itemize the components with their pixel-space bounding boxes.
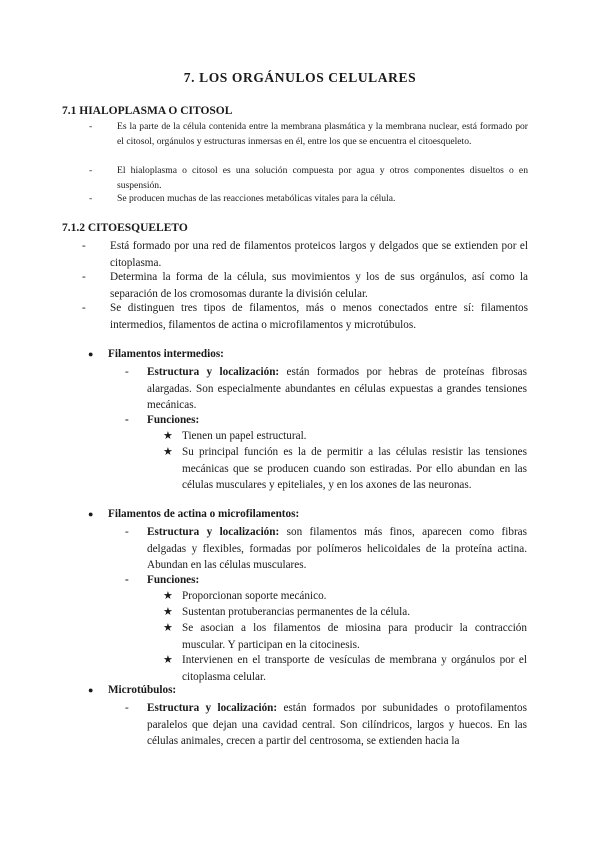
structure-paragraph: [147, 700, 527, 750]
list-item: - Determina la forma de la célula, sus movimientos y los de sus orgánulos, así como la separación de los cromosomas durante la división celular.: [110, 269, 528, 302]
bullet-filamentos-actina: ● Filamentos de actina o microfilamentos:: [108, 508, 299, 520]
list-item: - Se producen muchas de las reacciones metabólicas vitales para la célula.: [117, 192, 528, 207]
function-item: ★ Proporcionan soporte mecánico.: [182, 588, 527, 605]
function-item: ★ Sustentan protuberancias permanentes de la célula.: [182, 604, 527, 621]
functions-label: - Funciones:: [147, 572, 527, 589]
structure-paragraph: [147, 524, 527, 574]
section-heading-hialoplasma: 7.1 HIALOPLASMA O CITOSOL: [62, 105, 233, 117]
function-item: ★ Intervienen en el transporte de vesículas de membrana y orgánulos por el citoplasma celular.: [182, 652, 527, 685]
function-item: ★ Se asocian a los filamentos de miosina para producir la contracción muscular. Y participan en la citocinesis.: [182, 620, 527, 653]
list-item: - Está formado por una red de filamentos proteicos largos y delgados que se extienden por el citoplasma.: [110, 238, 528, 271]
function-item: ★ Tienen un papel estructural.: [182, 428, 527, 445]
list-item: - Es la parte de la célula contenida entre la membrana plasmática y la membrana nuclear, está formado por el citosol, orgánulos y estructuras inmersas en él, entre los que se encuentra el citoesqueleto.: [117, 120, 528, 149]
page-title: 7. LOS ORGÁNULOS CELULARES: [183, 70, 417, 85]
structure-label: Estructura y localización:: [147, 526, 280, 538]
structure-label: Estructura y localización:: [147, 702, 278, 714]
bullet-microtubulos: ● Microtúbulos:: [108, 684, 176, 696]
structure-text: son filamentos más finos, aparecen como fibras delgadas y flexibles, formadas por polímeros helicoidales de la proteína actina. Abundan en las células musculares.: [147, 526, 527, 571]
bullet-filamentos-intermedios: ● Filamentos intermedios:: [108, 348, 224, 360]
function-item: ★ Su principal función es la de permitir a las células resistir las tensiones mecánicas que se producen cuando son estiradas. Por ello abundan en las células musculares y epiteliales, y en los axones de las neuronas.: [182, 444, 527, 494]
list-item: - Se distinguen tres tipos de filamentos, más o menos conectados entre sí: filamentos intermedios, filamentos de actina o microfilamentos y microtúbulos.: [110, 300, 528, 333]
structure-text: están formados por subunidades o protofilamentos paralelos que dejan una cavidad central. Son cilíndricos, largos y huecos. En las células animales, crecen a partir del centrosoma, se extienden hacia la: [147, 702, 527, 747]
structure-text: están formados por hebras de proteínas fibrosas alargadas. Son especialmente abundantes en células expuestas a grandes tensiones mecánicas.: [147, 366, 528, 411]
structure-paragraph: [147, 364, 527, 414]
section-heading-citoesqueleto: 7.1.2 CITOESQUELETO: [62, 222, 188, 234]
structure-label: Estructura y localización:: [147, 366, 280, 378]
list-item: - El hialoplasma o citosol es una solución compuesta por agua y otros componentes disueltos o en suspensión.: [117, 164, 528, 193]
functions-label: - Funciones:: [147, 412, 527, 429]
